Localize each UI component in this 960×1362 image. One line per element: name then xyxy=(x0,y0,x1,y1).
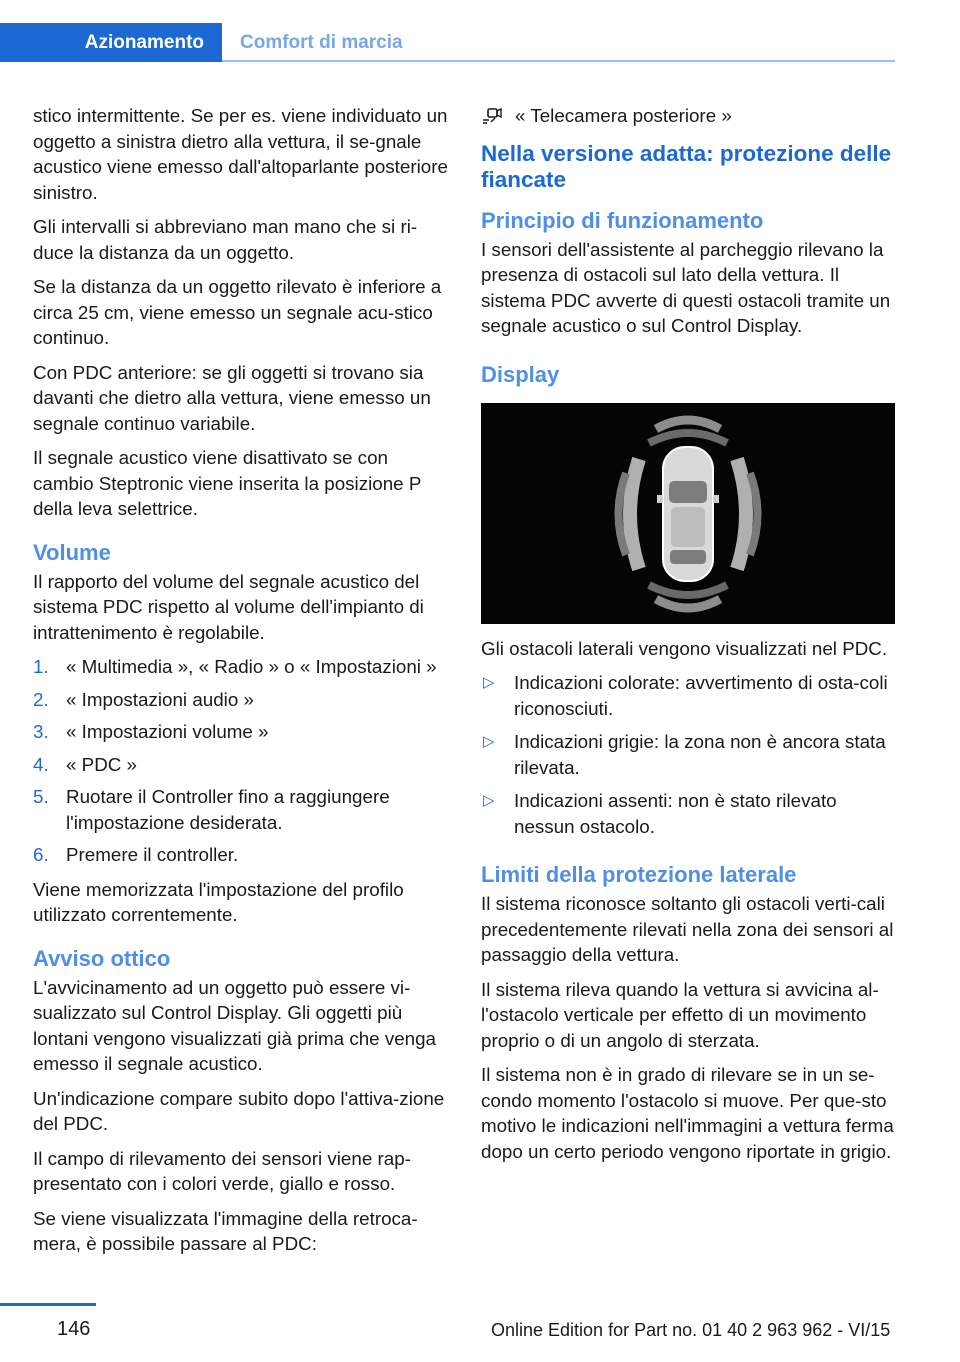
indication-bullets xyxy=(481,670,896,839)
list-item xyxy=(33,719,448,745)
left-column xyxy=(33,103,448,1266)
paragraph: I sensori dell'assistente al parcheggio rilevano la presenza di ostacoli sul lato della vettura. Il sistema PDC avverte di questi ostacoli tramite un segnale acustico o sul Control Display. xyxy=(481,238,891,336)
triangle-bullet-icon: ▷ xyxy=(483,674,495,691)
paragraph: Il sistema riconosce soltanto gli ostacoli verti‐cali precedentemente rilevati nella zona dei sensori al passaggio della vettura. xyxy=(481,893,894,965)
tab-azionamento[interactable]: Azionamento xyxy=(0,23,222,62)
paragraph: Il rapporto del volume del segnale acustico del sistema PDC rispetto al volume dell'impianto di intrattenimento è regolabile. xyxy=(33,570,424,643)
tab-comfort-di-marcia[interactable]: Comfort di marcia xyxy=(240,31,403,53)
step-number: 1. xyxy=(33,656,49,677)
limiti-heading: Limiti della protezione laterale xyxy=(481,862,797,887)
step-number: 3. xyxy=(33,721,49,742)
volume-steps-list xyxy=(33,654,448,868)
paragraph: Se la distanza da un oggetto rilevato è inferiore a circa 25 cm, viene emesso un segnale acu‐stico continuo. xyxy=(33,276,442,348)
paragraph: Un'indicazione compare subito dopo l'attiva‐zione del PDC. xyxy=(33,1087,445,1134)
camera-menu-label: « Telecamera posteriore » xyxy=(515,105,732,126)
header-rule xyxy=(222,60,895,62)
paragraph: Se viene visualizzata l'immagine della retroca‐mera, è possibile passare al PDC: xyxy=(33,1207,418,1254)
list-item xyxy=(33,687,448,713)
paragraph: Il campo di rilevamento dei sensori viene rap‐presentato con i colori verde, giallo e rosso. xyxy=(33,1147,411,1194)
display-heading: Display xyxy=(481,361,560,387)
rear-camera-icon xyxy=(481,105,503,127)
list-item xyxy=(33,784,448,835)
step-text: « Impostazioni audio » xyxy=(66,688,254,710)
chapter-tabbar xyxy=(0,0,895,62)
step-number: 5. xyxy=(33,786,49,807)
step-text: Premere il controller. xyxy=(66,844,239,865)
step-number: 4. xyxy=(33,753,49,775)
paragraph: Il segnale acustico viene disattivato se con cambio Steptronic viene inserita la posizione P della leva selettrice. xyxy=(33,447,422,519)
step-text: « Multimedia », « Radio » o « Impostazioni » xyxy=(66,656,437,677)
list-item xyxy=(33,752,448,778)
list-item xyxy=(481,729,896,780)
paragraph: Gli ostacoli laterali vengono visualizzati nel PDC. xyxy=(481,637,888,659)
bullet-text: Indicazioni colorate: avvertimento di osta‐coli riconosciuti. xyxy=(514,672,888,719)
page-number: 146 xyxy=(57,1318,91,1340)
edition-footer: Online Edition for Part no. 01 40 2 963 962 - VI/15 xyxy=(491,1320,891,1340)
paragraph: Il sistema rileva quando la vettura si avvicina al‐l'ostacolo verticale per effetto di un movimento proprio o di un angolo di sterzata. xyxy=(481,978,879,1051)
page-number-rule xyxy=(0,1303,96,1306)
bullet-text: Indicazioni grigie: la zona non è ancora stata rilevata. xyxy=(514,731,886,778)
camera-menu-line xyxy=(481,103,896,129)
step-text: Ruotare il Controller fino a raggiungere l'impostazione desiderata. xyxy=(66,786,390,833)
triangle-bullet-icon: ▷ xyxy=(483,792,495,809)
pdc-display-image xyxy=(481,403,895,624)
volume-heading: Volume xyxy=(33,539,111,565)
paragraph: Il sistema non è in grado di rilevare se in un se‐condo momento l'ostacolo si muove. Per que‐sto motivo le indicazioni nell'immagini a vettura ferma dopo un certo periodo vengono riportate in grigio. xyxy=(481,1064,894,1162)
triangle-bullet-icon: ▷ xyxy=(483,733,495,750)
car-top-view-illustration xyxy=(481,403,895,624)
list-item xyxy=(481,788,896,839)
step-text: « Impostazioni volume » xyxy=(66,721,269,742)
avviso-ottico-heading: Avviso ottico xyxy=(33,945,171,971)
list-item xyxy=(33,842,448,868)
list-item xyxy=(33,654,448,680)
paragraph: Viene memorizzata l'impostazione del profilo utilizzato correntemente. xyxy=(33,878,404,925)
step-text: « PDC » xyxy=(66,753,137,775)
step-number: 2. xyxy=(33,688,49,710)
principio-heading: Principio di funzionamento xyxy=(481,207,764,233)
paragraph: Gli intervalli si abbreviano man mano che si ri‐duce la distanza da un oggetto. xyxy=(33,216,418,263)
paragraph: L'avvicinamento ad un oggetto può essere vi‐sualizzato sul Control Display. Gli oggetti più lontani vengono visualizzati già prima che venga emesso il segnale acustico. xyxy=(33,976,436,1074)
bullet-text: Indicazioni assenti: non è stato rilevato nessun ostacolo. xyxy=(514,790,837,837)
paragraph: stico intermittente. Se per es. viene individuato un oggetto a sinistra dietro alla vettura, il se‐gnale acustico viene emesso dall'altoparlante posteriore sinistro. xyxy=(33,105,448,203)
step-number: 6. xyxy=(33,844,49,865)
right-column xyxy=(481,103,896,1173)
list-item xyxy=(481,670,896,721)
side-protection-heading: Nella versione adatta: protezione delle fiancate xyxy=(481,140,892,192)
paragraph: Con PDC anteriore: se gli oggetti si trovano sia davanti che dietro alla vettura, viene emesso un segnale continuo variabile. xyxy=(33,361,431,434)
